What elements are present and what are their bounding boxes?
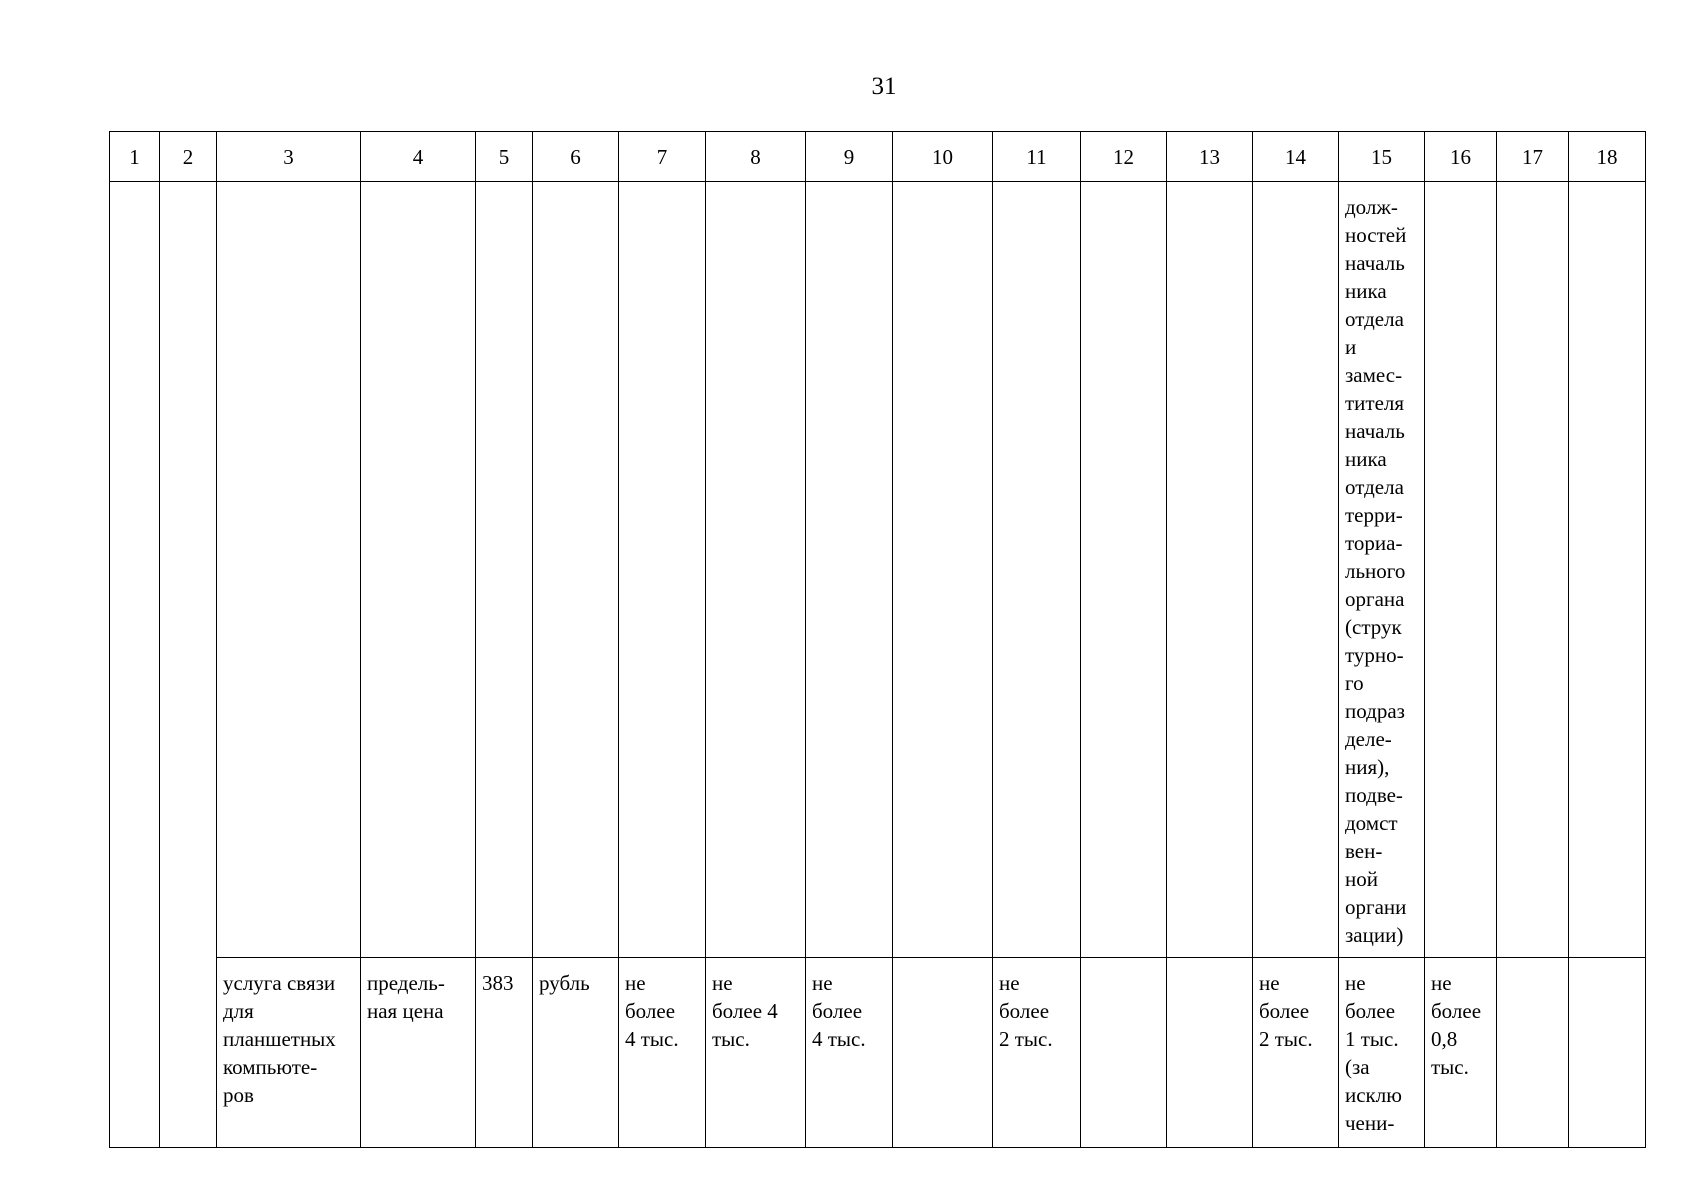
data-table xyxy=(109,131,1646,1148)
column-header-2: 2 xyxy=(160,132,217,182)
cell-r2-c14 xyxy=(1253,958,1339,1148)
table-row xyxy=(110,958,1646,1148)
cell-r2-c7 xyxy=(619,958,706,1148)
cell-r1-c14 xyxy=(1253,182,1339,958)
price-type: предель- ная цена xyxy=(367,971,445,1023)
cell-r1-c2 xyxy=(160,182,217,1148)
cell-r2-c12 xyxy=(1081,958,1167,1148)
column-header-5: 5 xyxy=(476,132,533,182)
cell-r2-c5 xyxy=(476,958,533,1148)
column-header-16: 16 xyxy=(1425,132,1497,182)
unit-name: рубль xyxy=(539,971,590,995)
cell-r1-c15-text: долж- ностей началь ника отдела и замес- тителя началь ника отдела терри- ториа- льного органа (струк турно- го подраз деле- ния), подве- домст вен- ной органи зации) xyxy=(1345,195,1407,947)
cell-r2-c11-text: не более 2 тыс. xyxy=(999,971,1053,1051)
service-name: услуга связи для планшетных компьюте- ров xyxy=(223,971,336,1107)
cell-r1-c8 xyxy=(706,182,806,958)
cell-r1-c9 xyxy=(806,182,893,958)
cell-r2-c18 xyxy=(1569,958,1646,1148)
cell-r1-c6 xyxy=(533,182,619,958)
table-row xyxy=(110,182,1646,958)
cell-r1-c17 xyxy=(1497,182,1569,958)
cell-r1-c18 xyxy=(1569,182,1646,958)
column-header-10: 10 xyxy=(893,132,993,182)
cell-r2-c7-text: не более 4 тыс. xyxy=(625,971,679,1051)
cell-r2-c3 xyxy=(217,958,361,1148)
column-header-4: 4 xyxy=(361,132,476,182)
unit-code: 383 xyxy=(482,971,514,995)
cell-r1-c16 xyxy=(1425,182,1497,958)
cell-r2-c15 xyxy=(1339,958,1425,1148)
column-header-9: 9 xyxy=(806,132,893,182)
cell-r2-c16 xyxy=(1425,958,1497,1148)
cell-r2-c4 xyxy=(361,958,476,1148)
cell-r1-c11 xyxy=(993,182,1081,958)
column-header-7: 7 xyxy=(619,132,706,182)
column-header-17: 17 xyxy=(1497,132,1569,182)
cell-r2-c9-text: не более 4 тыс. xyxy=(812,971,866,1051)
column-header-3: 3 xyxy=(217,132,361,182)
cell-r1-c10 xyxy=(893,182,993,958)
cell-r1-c15 xyxy=(1339,182,1425,958)
cell-r2-c13 xyxy=(1167,958,1253,1148)
column-header-11: 11 xyxy=(993,132,1081,182)
column-header-13: 13 xyxy=(1167,132,1253,182)
cell-r1-c5 xyxy=(476,182,533,958)
column-header-6: 6 xyxy=(533,132,619,182)
cell-r2-c15-text: не более 1 тыс. (за исклю чени- xyxy=(1345,971,1402,1135)
column-header-1: 1 xyxy=(110,132,160,182)
cell-r1-c4 xyxy=(361,182,476,958)
cell-r2-c16-text: не более 0,8 тыс. xyxy=(1431,971,1482,1079)
page-number: 31 xyxy=(871,73,897,100)
column-header-15: 15 xyxy=(1339,132,1425,182)
header-row xyxy=(110,132,1646,182)
cell-r2-c8 xyxy=(706,958,806,1148)
cell-r1-c12 xyxy=(1081,182,1167,958)
column-header-8: 8 xyxy=(706,132,806,182)
cell-r2-c14-text: не более 2 тыс. xyxy=(1259,971,1313,1051)
cell-r1-c1 xyxy=(110,182,160,1148)
cell-r1-c3 xyxy=(217,182,361,958)
cell-r1-c7 xyxy=(619,182,706,958)
column-header-18: 18 xyxy=(1569,132,1646,182)
cell-r2-c17 xyxy=(1497,958,1569,1148)
cell-r1-c13 xyxy=(1167,182,1253,958)
cell-r2-c10 xyxy=(893,958,993,1148)
cell-r2-c11 xyxy=(993,958,1081,1148)
cell-r2-c6 xyxy=(533,958,619,1148)
column-header-14: 14 xyxy=(1253,132,1339,182)
column-header-12: 12 xyxy=(1081,132,1167,182)
cell-r2-c8-text: не более 4 тыс. xyxy=(712,971,778,1051)
cell-r2-c9 xyxy=(806,958,893,1148)
